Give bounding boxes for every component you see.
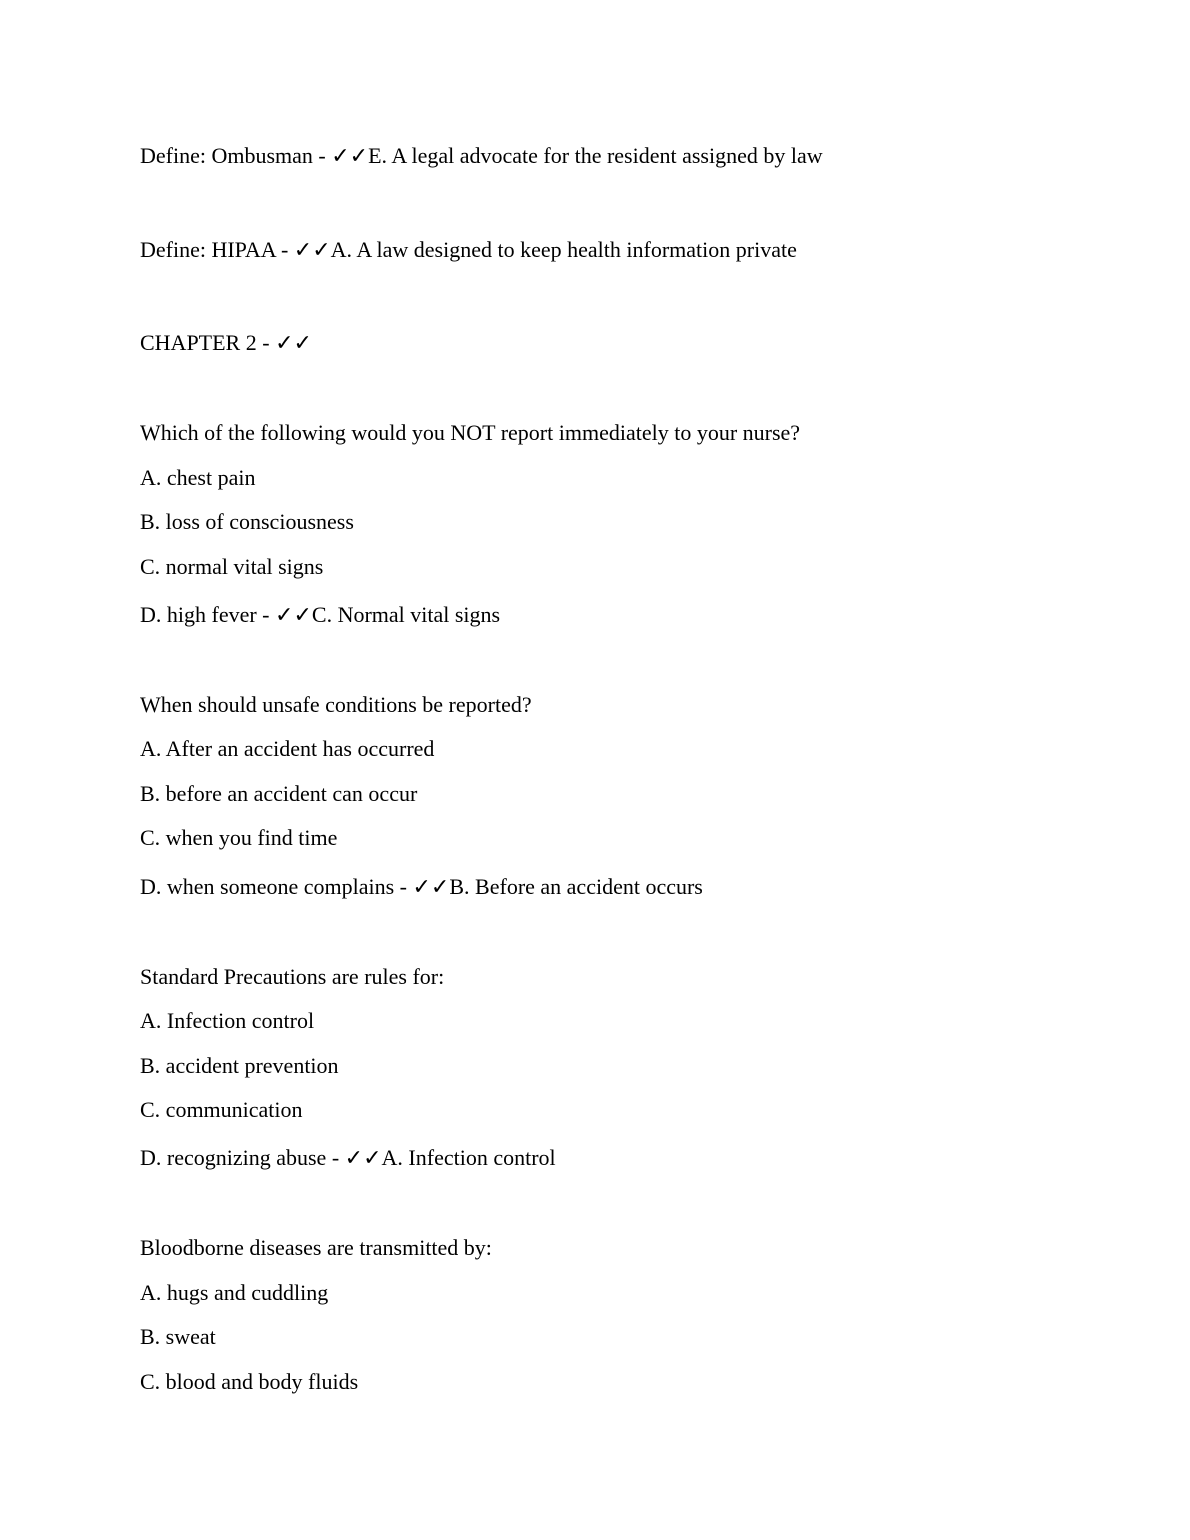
check-icon: ✓✓ [275,331,312,356]
question-option: A. chest pain [140,465,256,490]
question-prompt: Bloodborne diseases are transmitted by: [140,1235,492,1260]
question-option: B. loss of consciousness [140,509,354,534]
check-icon: ✓✓ [293,238,331,263]
answer-text: B. Before an accident occurs [449,874,703,899]
check-icon: ✓✓ [331,144,369,169]
question-option: B. sweat [140,1324,216,1349]
question-option: C. communication [140,1097,303,1122]
question-option: A. Infection control [140,1008,315,1033]
question-option: A. After an accident has occurred [140,736,435,761]
question-option-with-answer: D. recognizing abuse - ✓✓A. Infection control [140,1145,556,1171]
question-option: C. when you find time [140,825,338,850]
definition-ombusman: Define: Ombusman - ✓✓E. A legal advocate for the resident assigned by law [140,143,823,169]
question-option: B. accident prevention [140,1053,339,1078]
chapter-heading: CHAPTER 2 - ✓✓ [140,330,312,356]
question-prompt: When should unsafe conditions be reported? [140,692,532,717]
question-prompt: Standard Precautions are rules for: [140,964,445,989]
question-option: B. before an accident can occur [140,781,418,806]
question-option-with-answer: D. when someone complains - ✓✓B. Before an accident occurs [140,874,703,900]
question-option: C. blood and body fluids [140,1369,359,1394]
check-icon: ✓✓ [344,1146,382,1171]
definition-hipaa: Define: HIPAA - ✓✓A. A law designed to keep health information private [140,237,797,263]
answer-text: A. Infection control [381,1145,556,1170]
question-option: C. normal vital signs [140,554,324,579]
question-option: A. hugs and cuddling [140,1280,329,1305]
check-icon: ✓✓ [412,875,450,900]
question-prompt: Which of the following would you NOT report immediately to your nurse? [140,420,801,445]
question-option-with-answer: D. high fever - ✓✓C. Normal vital signs [140,602,501,628]
answer-text: C. Normal vital signs [311,602,501,627]
check-icon: ✓✓ [275,603,312,628]
